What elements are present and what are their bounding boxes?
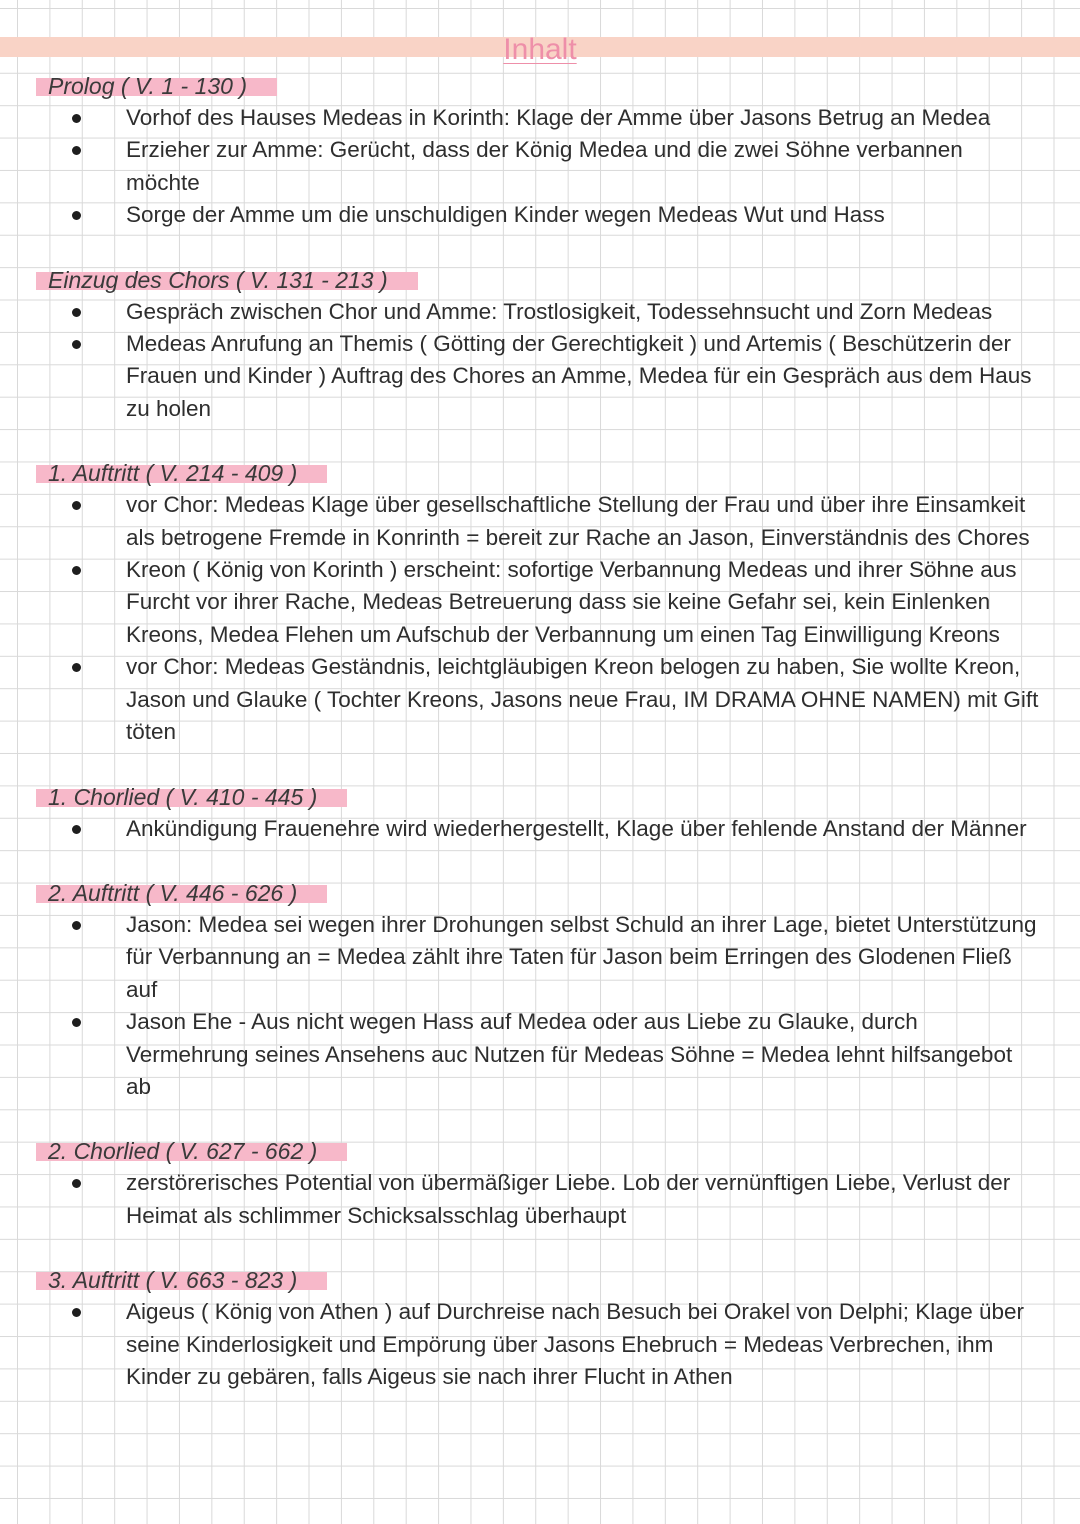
section-chorlied-2 [0, 1135, 1080, 1232]
section-einzug-des-chors [0, 264, 1080, 426]
section-heading: 2. Auftritt ( V. 446 - 626 ) [36, 877, 327, 909]
bullet-item: Sorge der Amme um die unschuldigen Kinder wegen Medeas Wut und Hass [0, 199, 1080, 231]
section-heading: Prolog ( V. 1 - 130 ) [36, 70, 277, 102]
section-heading: 1. Chorlied ( V. 410 - 445 ) [36, 781, 347, 813]
section-auftritt-3 [0, 1264, 1080, 1393]
bullet-list [0, 1296, 1080, 1393]
bullet-list [0, 909, 1080, 1103]
bullet-item: Vorhof des Hauses Medeas in Korinth: Klage der Amme über Jasons Betrug an Medea [0, 102, 1080, 134]
bullet-list [0, 489, 1080, 748]
bullet-item: Gespräch zwischen Chor und Amme: Trostlosigkeit, Todessehnsucht und Zorn Medeas [0, 296, 1080, 328]
bullet-item: Erzieher zur Amme: Gerücht, dass der König Medea und die zwei Söhne verbannen möchte [0, 134, 1080, 199]
section-prolog [0, 70, 1080, 232]
bullet-item: Kreon ( König von Korinth ) erscheint: sofortige Verbannung Medeas und ihrer Söhne aus Furcht vor ihrer Rache, Medeas Betreuerung dass sie keine Gefahr sei, kein Einlenken Kreons, Medea Flehen um Aufschub der Verbannung um einen Tag Einwilligung Kreons [0, 554, 1080, 651]
page-title: Inhalt [503, 33, 577, 66]
bullet-item: Jason: Medea sei wegen ihrer Drohungen selbst Schuld an ihrer Lage, bietet Unterstützung für Verbannung an = Medea zählt ihre Taten für Jason beim Erringen des Glodenen Fließ auf [0, 909, 1080, 1006]
bullet-list [0, 813, 1080, 845]
section-heading: 1. Auftritt ( V. 214 - 409 ) [36, 457, 327, 489]
section-heading: Einzug des Chors ( V. 131 - 213 ) [36, 264, 418, 296]
bullet-item: Medeas Anrufung an Themis ( Götting der Gerechtigkeit ) und Artemis ( Beschützerin der Frauen und Kinder ) Auftrag des Chores an Amme, Medea für ein Gespräch aus dem Haus zu holen [0, 328, 1080, 425]
bullet-list [0, 296, 1080, 426]
bullet-list [0, 102, 1080, 232]
section-chorlied-1 [0, 781, 1080, 845]
bullet-item: vor Chor: Medeas Geständnis, leichtgläubigen Kreon belogen zu haben, Sie wollte Kreon, Jason und Glauke ( Tochter Kreons, Jasons neue Frau, IM DRAMA OHNE NAMEN) mit Gift töten [0, 651, 1080, 748]
content [0, 70, 1080, 1425]
bullet-item: Jason Ehe - Aus nicht wegen Hass auf Medea oder aus Liebe zu Glauke, durch Vermehrung seines Ansehens auc Nutzen für Medeas Söhne = Medea lehnt hilfsangebot ab [0, 1006, 1080, 1103]
section-heading: 3. Auftritt ( V. 663 - 823 ) [36, 1264, 327, 1296]
section-auftritt-2 [0, 877, 1080, 1103]
bullet-item: vor Chor: Medeas Klage über gesellschaftliche Stellung der Frau und über ihre Einsamkeit als betrogene Fremde in Konrinth = bereit zur Rache an Jason, Einverständnis des Chores [0, 489, 1080, 554]
bullet-list [0, 1167, 1080, 1232]
section-heading: 2. Chorlied ( V. 627 - 662 ) [36, 1135, 347, 1167]
section-auftritt-1 [0, 457, 1080, 748]
bullet-item: zerstörerisches Potential von übermäßiger Liebe. Lob der vernünftigen Liebe, Verlust der Heimat als schlimmer Schicksalsschlag überhaupt [0, 1167, 1080, 1232]
bullet-item: Aigeus ( König von Athen ) auf Durchreise nach Besuch bei Orakel von Delphi; Klage über seine Kinderlosigkeit und Empörung über Jasons Ehebruch = Medeas Verbrechen, ihm Kinder zu gebären, falls Aigeus sie nach ihrer Flucht in Athen [0, 1296, 1080, 1393]
bullet-item: Ankündigung Frauenehre wird wiederhergestellt, Klage über fehlende Anstand der Männer [0, 813, 1080, 845]
